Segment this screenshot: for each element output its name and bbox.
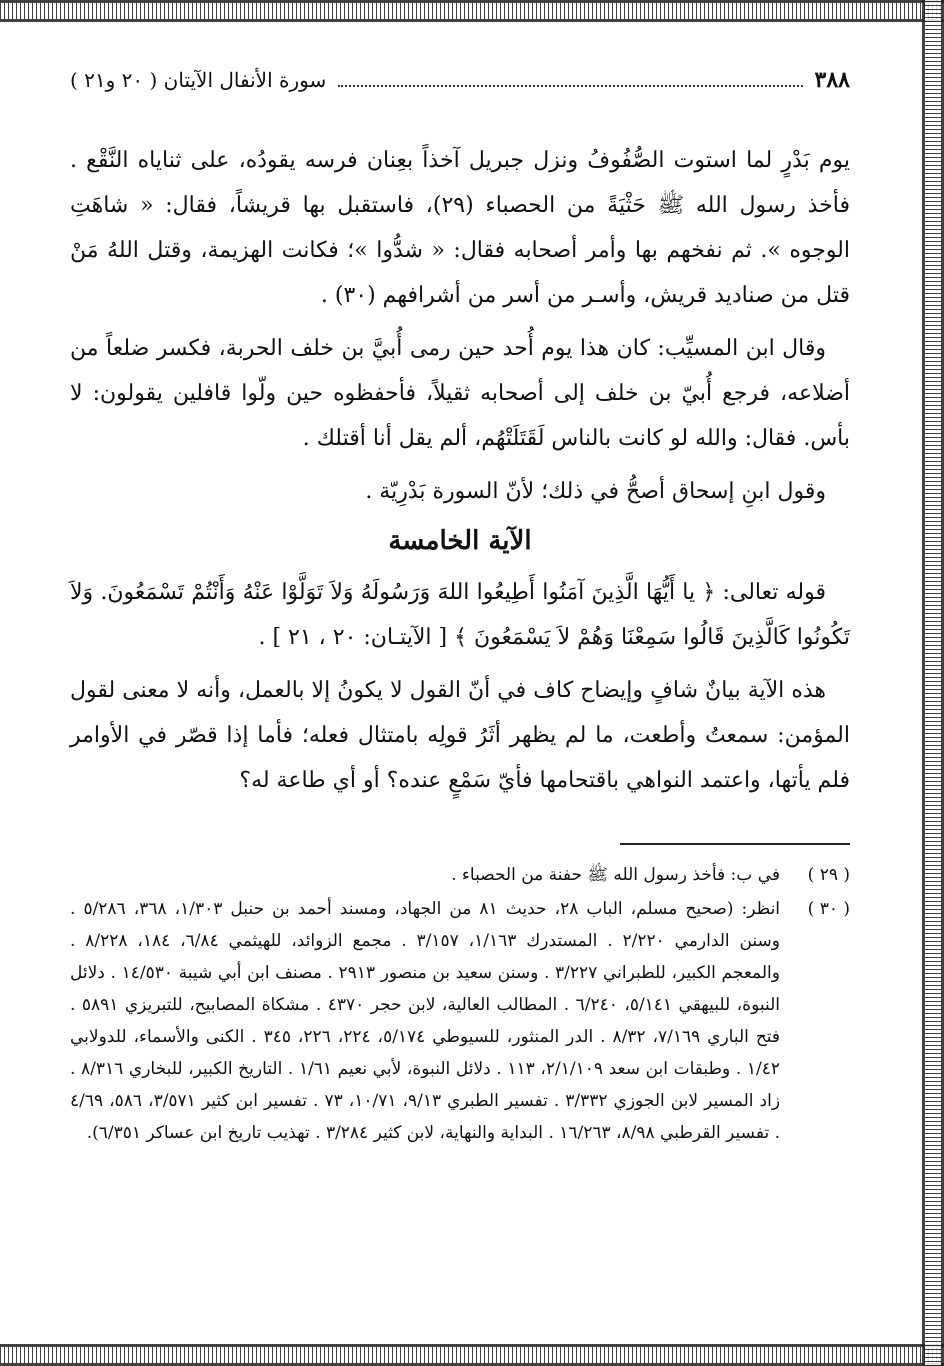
running-title: سورة الأنفال الآيتان ( ٢٠ و٢١ )	[70, 68, 327, 92]
decorative-border-bottom	[0, 1344, 944, 1366]
body-paragraph: وقول ابنِ إسحاق أصحُّ في ذلك؛ لأنّ السورة بَدْرِيّة .	[365, 479, 826, 504]
body-paragraph: وقال ابن المسيِّب: كان هذا يوم أُحد حين رمى أُبيَّ بن خلف الحربة، فكسر ضلعاً من أضلاعه، فرجع أُبيّ بن خلف إلى أصحابه ثقيلاً، فأحفظوه حين ولّوا قافلين يقولون: لا بأس. فقال: والله لو كانت بالناس لَقَتَلَتْهُم، ألم يقل أنا أقتلك .	[70, 336, 850, 451]
page-number: ٣٨٨	[814, 67, 850, 93]
page-body	[70, 138, 850, 1149]
body-paragraph: يوم بَدْرٍ لما استوت الصُّفُوفُ ونزل جبريل آخذاً بعِنان فرسه يقودُه، على ثناياه النَّقْع . فأخذ رسول الله ﷺ حَثْيَةً من الحصباء (٢٩)، فاستقبل بها قريشاً، فقال: « شاهَتِ الوجوه ». ثم نفخهم بها وأمر أصحابه فقال: « شدُّوا »؛ فكانت الهزيمة، وقتل اللهُ مَنْ قتل من صناديد قريش، وأسـر من أسر من أشرافهم (٣٠) .	[70, 148, 850, 308]
footnote-number: ( ٢٩ )	[807, 865, 850, 885]
footnote-number: ( ٣٠ )	[807, 899, 850, 919]
section-title: الآية الخامسة	[388, 526, 532, 556]
book-page	[70, 60, 850, 1151]
header-dotted-leader	[338, 73, 802, 87]
verse-paragraph: قوله تعالى: ﴿ يا أَيُّهَا الَّذِينَ آمَنُوا أَطِيعُوا اللهَ وَرَسُولَهُ وَلاَ تَوَلَّوْا عَنْهُ وَأَنْتُمْ تَسْمَعُونَ. وَلاَ تَكُونُوا كَالَّذِينَ قَالُوا سَمِعْنَا وَهُمْ لاَ يَسْمَعُونَ ﴾ [ الآيتـان: ٢٠ ، ٢١ ] .	[70, 580, 850, 650]
body-paragraph: هذه الآية بيانٌ شافٍ وإيضاح كاف في أنّ القول لا يكونُ إلا بالعمل، وأنه لا معنى لقول المؤمن: سمعتُ وأطعت، ما لم يظهر أثَرُ قولِه بامتثال فعله؛ فأما إذا قصّر في الأوامر فلم يأتها، واعتمد النواهي باقتحامها فأيّ سَمْعٍ عنده؟ أو أي طاعة له؟	[70, 678, 850, 793]
decorative-border-top	[0, 0, 944, 22]
footnote-text: في ب: فأخذ رسول الله ﷺ حفنة من الحصباء .	[451, 865, 780, 885]
footnote	[70, 859, 850, 891]
page-header	[70, 60, 850, 100]
decorative-border-right	[922, 0, 944, 1366]
footnote	[70, 893, 850, 1149]
footnote-separator	[620, 843, 850, 845]
footnote-text: انظر: (صحيح مسلم، الباب ٢٨، حديث ٨١ من الجهاد، ومسند أحمد بن حنبل ١/٣٠٣، ٣٦٨، ٥/٢٨٦ . وسنن الدارمي ٢/٢٢٠ . المستدرك ١/١٦٣، ٣/١٥٧ . مجمع الزوائد، للهيثمي ٦/٨٤، ١٨٤، ٨/٢٢٨ . والمعجم الكبير، للطبراني ٣/٢٢٧ . وسنن سعيد بن منصور ٢٩١٣ . مصنف ابن أبي شيبة ١٤/٥٣٠ . دلائل النبوة، للبيهقي ٥/١٤١، ٦/٢٤٠ . المطالب العالية، لابن حجر ٤٣٧٠ . مشكاة المصابيح، للتبريزي ٥٨٩١ . فتح الباري ٧/١٦٩، ٨/٣٢ . الدر المنثور، للسيوطي ٥/١٧٤، ٢٢٤، ٢٢٦، ٣٤٥ . الكنى والأسماء، للدولابي ١/٤٢ . وطبقات ابن سعد ٢/١/١٠٩، ١١٣ . دلائل النبوة، لأبي نعيم ١/٦١ . التاريخ الكبير، للبخاري ٨/٣١٦ . زاد المسير لابن الجوزي ٣/٣٣٢ . تفسير الطبري ٩/١٣، ١٠/٧١، ٧٣ . تفسير ابن كثير ٣/٥٧١، ٥٨٦، ٤/٦٩ . تفسير القرطبي ٨/٩٨، ١٦/٢٦٣ . البداية والنهاية، لابن كثير ٣/٢٨٤ . تهذيب تاريخ ابن عساكر ٦/٣٥١).	[70, 899, 781, 1143]
